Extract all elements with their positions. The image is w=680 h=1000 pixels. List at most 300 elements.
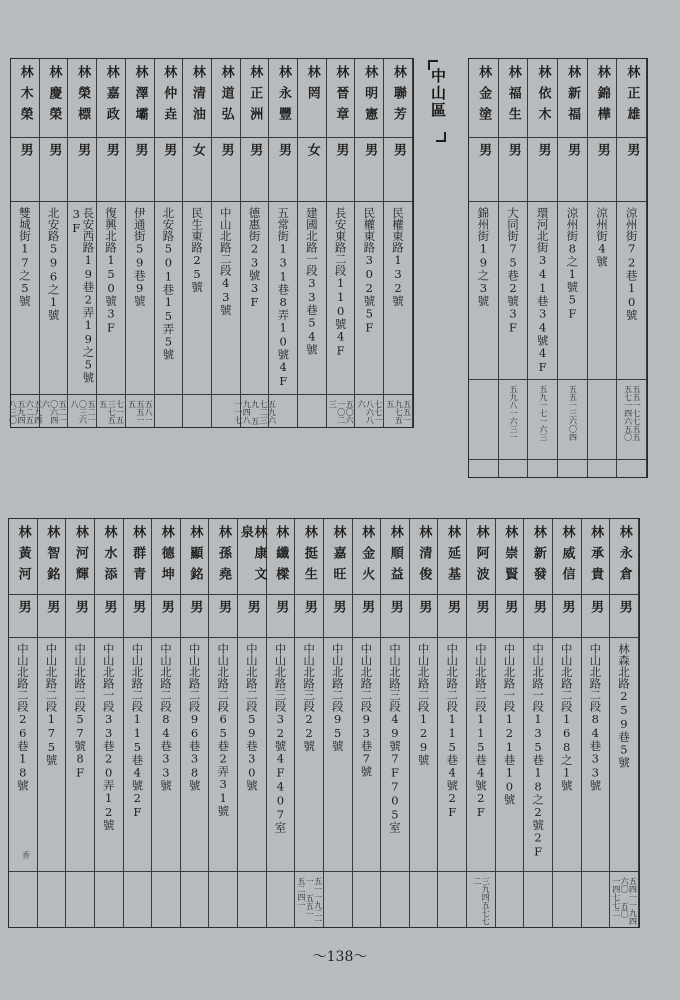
- entry-sex-cell: [238, 600, 266, 635]
- entry-address: 錦州街19之3號: [476, 207, 491, 307]
- entry-name: 林康文泉: [237, 525, 267, 588]
- entry-sex-cell: [410, 600, 438, 635]
- entry-phone-cell: [558, 385, 587, 457]
- entry-address: 中山北路二段96巷38號: [187, 643, 202, 791]
- entry-address-cell: [469, 207, 498, 377]
- directory-entry: [355, 59, 384, 427]
- directory-entry: [528, 59, 558, 477]
- entry-sex-cell: [381, 600, 409, 635]
- entry-sex-cell: [124, 600, 152, 635]
- entry-name-cell: [238, 525, 266, 592]
- entry-phone: 三九四五七七二: [472, 877, 491, 925]
- entry-phone: 五二一〇六四六: [41, 400, 68, 424]
- entry-phone: 五五一七七五五 五七一四六五〇: [623, 385, 641, 441]
- directory-entry: [298, 59, 327, 427]
- entry-sex-cell: [126, 143, 154, 199]
- entry-sex-cell: [241, 143, 269, 199]
- entry-sex-cell: [438, 600, 466, 635]
- entry-name: 林晉章: [333, 65, 349, 128]
- entry-address: 五常街131巷8弄10號4F: [276, 207, 291, 388]
- entry-phone-cell: [8, 400, 43, 425]
- entry-name-cell: [384, 65, 412, 135]
- entry-address-cell: [499, 207, 528, 377]
- entry-phone-cell: [467, 877, 495, 925]
- entry-name: 林聯芳: [390, 65, 406, 128]
- entry-address-cell: [410, 643, 438, 869]
- entry-name: 林黃河: [15, 525, 31, 588]
- entry-phone-cell: [181, 877, 209, 925]
- directory-entry: [8, 59, 43, 427]
- entry-address-cell: [295, 643, 323, 869]
- entry-address-cell: [209, 643, 237, 869]
- directory-entry: [269, 59, 298, 427]
- entry-name: 林阿波: [473, 525, 489, 588]
- bracket-close: [436, 132, 446, 142]
- entry-address: 民權東路302號5F: [362, 207, 377, 335]
- directory-entry: [95, 519, 124, 927]
- entry-sex: 男: [594, 143, 610, 157]
- entry-phone-cell: [384, 400, 412, 425]
- entry-name: 林永豐: [276, 65, 291, 128]
- entry-address: 中山北路二段115巷4號2F: [473, 643, 488, 819]
- entry-name: 林罔: [304, 65, 320, 107]
- directory-entry: [610, 519, 639, 927]
- entry-sex: 男: [359, 600, 375, 614]
- entry-phone-cell: [499, 385, 528, 457]
- directory-entry: [233, 59, 277, 427]
- entry-name-cell: [410, 525, 438, 592]
- entry-sex: 男: [333, 143, 349, 157]
- entry-address-cell: [298, 207, 326, 392]
- entry-sex: 男: [103, 143, 119, 157]
- entry-name-cell: [617, 65, 646, 135]
- entry-address-cell: [11, 207, 39, 392]
- entry-address-cell: [68, 207, 96, 392]
- entry-address-cell: [496, 643, 524, 869]
- entry-address: 中山北路二段115巷4號2F: [130, 643, 145, 819]
- entry-phone-cell: [355, 400, 383, 425]
- entry-sex: 男: [535, 143, 551, 157]
- entry-sex: 男: [273, 600, 289, 614]
- entry-phone-cell: [97, 400, 125, 425]
- directory-entry: [524, 519, 553, 927]
- entry-name-cell: [524, 525, 552, 592]
- entry-phone-cell: [410, 877, 438, 925]
- entry-address-cell: [524, 643, 552, 869]
- entry-name: 林順益: [387, 525, 403, 588]
- entry-address: 民權東路132號: [391, 207, 406, 307]
- entry-sex-cell: [267, 600, 295, 635]
- entry-phone: 五二一〇三六八: [70, 400, 96, 424]
- entry-sex: 男: [624, 143, 640, 157]
- entry-sex-cell: [68, 143, 96, 199]
- entry-name: 林孫堯: [216, 525, 231, 588]
- entry-name: 林清俊: [416, 525, 432, 588]
- entry-name: 林崇賢: [502, 525, 518, 588]
- directory-entry: [209, 519, 238, 927]
- directory-entry: [499, 59, 529, 477]
- directory-entry: [124, 519, 153, 927]
- directory-entry: [9, 519, 38, 927]
- entry-sex: 男: [390, 143, 406, 157]
- entry-name-cell: [269, 65, 297, 135]
- entry-phone-cell: [38, 877, 66, 925]
- entry-address: 中山北路二段59巷30號: [244, 643, 259, 791]
- entry-address: 環河北街341巷34號4F: [535, 207, 550, 374]
- entry-name-cell: [181, 525, 209, 592]
- directory-entry: [66, 519, 95, 927]
- entry-sex: 男: [301, 600, 317, 614]
- entry-address: 中山北路二段129號: [416, 643, 431, 766]
- directory-entry: [327, 59, 356, 427]
- entry-address-cell: [381, 643, 409, 869]
- entry-address: 中山北路一段33巷20弄12號: [101, 643, 116, 831]
- district-text: 中山區: [429, 68, 447, 119]
- entry-address-cell: [582, 643, 610, 869]
- entry-address-cell: [241, 207, 269, 392]
- entry-address-cell: [353, 643, 381, 869]
- entry-address-cell: [124, 643, 152, 869]
- entry-sex-cell: [469, 143, 498, 199]
- entry-address-cell: [384, 207, 412, 392]
- entry-sex: 男: [276, 143, 291, 157]
- entry-sex: 男: [46, 143, 62, 157]
- entry-address: 中山北路二段26巷18號: [15, 643, 30, 791]
- entry-name: 林新福: [565, 65, 581, 128]
- entry-phone-cell: [152, 877, 180, 925]
- entry-sex: 男: [161, 143, 177, 157]
- entry-name: 林道弘: [218, 65, 234, 128]
- directory-entry: [155, 59, 184, 427]
- entry-address: 中山北路三段22號: [302, 643, 317, 752]
- entry-address-cell: [267, 643, 295, 869]
- entry-sex: 男: [588, 600, 604, 614]
- entry-address-cell: [126, 207, 154, 392]
- entry-address-cell: [355, 207, 383, 392]
- entry-sex: 男: [72, 600, 88, 614]
- entry-phone-cell: [9, 877, 37, 925]
- entry-address-cell: [269, 207, 297, 392]
- entry-address-cell: [610, 643, 638, 869]
- entry-address: 民生東路25號: [190, 207, 205, 293]
- entry-sex-cell: [298, 143, 326, 199]
- entry-sex: 男: [247, 143, 263, 157]
- entry-phone-cell: [469, 385, 498, 457]
- district-label: [424, 60, 450, 142]
- entry-address: 涼州街72巷10號: [624, 207, 639, 321]
- entry-phone-cell: [66, 877, 94, 925]
- entry-sex: 男: [473, 600, 489, 614]
- entry-sex-cell: [582, 600, 610, 635]
- entry-name-cell: [558, 65, 587, 135]
- entry-name: 林錦樺: [594, 65, 610, 128]
- entry-name: 林榮標: [75, 65, 91, 128]
- entry-name-cell: [496, 525, 524, 592]
- entry-name-cell: [327, 65, 355, 135]
- page-number: ～138～: [312, 949, 368, 965]
- entry-name-cell: [324, 525, 352, 592]
- directory-entry: [353, 519, 382, 927]
- entry-sex-cell: [558, 143, 587, 199]
- entry-sex-cell: [9, 600, 37, 635]
- entry-phone: 五九四六二五 五九四八三〇: [8, 400, 43, 424]
- row-divider: [9, 594, 639, 595]
- directory-entry: [324, 519, 353, 927]
- entry-sex-cell: [40, 143, 68, 199]
- entry-name-cell: [183, 65, 211, 135]
- entry-address-cell: [183, 207, 211, 392]
- entry-phone-cell: [353, 877, 381, 925]
- row-divider: [469, 137, 647, 138]
- entry-address-cell: [553, 643, 581, 869]
- row-divider: [9, 637, 639, 638]
- row-divider: [469, 459, 647, 460]
- entry-phone: 五五一三六〇四: [568, 385, 578, 441]
- entry-address-cell: [40, 207, 68, 392]
- entry-sex-cell: [38, 600, 66, 635]
- directory-entry: [588, 59, 618, 477]
- entry-address: 長安西路19巷2弄19之5號3F: [69, 207, 96, 383]
- entry-phone-cell: [327, 400, 355, 425]
- entry-address-cell: [528, 207, 557, 377]
- entry-name: 林水添: [101, 525, 117, 588]
- entry-sex: 男: [44, 600, 60, 614]
- entry-sex-cell: [155, 143, 183, 199]
- entry-sex-cell: [269, 143, 297, 199]
- entry-phone: 五九一七一六三: [538, 385, 548, 441]
- table-bottom: [8, 518, 640, 928]
- entry-sex: 男: [616, 600, 632, 614]
- entry-name: 林金火: [359, 525, 375, 588]
- entry-phone-cell: [40, 400, 68, 425]
- entry-address-cell: [588, 207, 617, 377]
- entry-sex: 男: [187, 600, 203, 614]
- entry-address: 中山北路二段65巷2弄31號: [216, 643, 231, 817]
- entry-sex: 男: [17, 143, 33, 157]
- entry-name-cell: [610, 525, 638, 592]
- entry-address: 中山北路一段135巷18之2號2F: [531, 643, 546, 859]
- entry-sex-cell: [152, 600, 180, 635]
- entry-phone-cell: [298, 400, 326, 425]
- table-top-right: [468, 58, 648, 478]
- entry-sex-cell: [95, 600, 123, 635]
- entry-address: 中山北路三段49號7F705室: [387, 643, 402, 833]
- entry-address-cell: [324, 643, 352, 869]
- entry-name: 林明憲: [362, 65, 378, 128]
- entry-address: 中山北路一段121巷10號: [502, 643, 517, 805]
- entry-sex-cell: [11, 143, 39, 199]
- entry-sex: 男: [158, 600, 174, 614]
- entry-name: 林威信: [559, 525, 575, 588]
- entry-sex-cell: [496, 600, 524, 635]
- entry-name-cell: [553, 525, 581, 592]
- entry-address: 中山北路二段43號: [218, 207, 233, 316]
- row-divider: [469, 379, 647, 380]
- entry-name-cell: [528, 65, 557, 135]
- entry-sex-cell: [327, 143, 355, 199]
- directory-entry: [97, 59, 126, 427]
- entry-name-cell: [469, 65, 498, 135]
- entry-phone-cell: [381, 877, 409, 925]
- entry-phone-cell: [324, 877, 352, 925]
- entry-name: 林顯銘: [187, 525, 203, 588]
- entry-address: 中山北路二段168之1號: [559, 643, 574, 791]
- entry-address: 中山北路二段95號: [330, 643, 345, 752]
- directory-entry: [558, 59, 588, 477]
- entry-name-cell: [381, 525, 409, 592]
- entry-name: 林智銘: [44, 525, 60, 588]
- entry-phone-cell: [610, 877, 638, 925]
- entry-phone-cell: [496, 877, 524, 925]
- entry-name-cell: [353, 525, 381, 592]
- row-divider: [11, 394, 413, 395]
- row-divider: [11, 201, 413, 202]
- entry-address: 中山北路二段93巷7號: [359, 643, 374, 777]
- entry-sex: 男: [101, 600, 117, 614]
- entry-phone-cell: [438, 877, 466, 925]
- entry-sex: 男: [416, 600, 432, 614]
- entry-name-cell: [95, 525, 123, 592]
- entry-address-cell: [438, 643, 466, 869]
- entry-name-cell: [467, 525, 495, 592]
- entry-phone: 五一一九二一一 五五一五二四一: [296, 877, 323, 925]
- entry-name-cell: [126, 65, 154, 135]
- entry-name: 林永倉: [616, 525, 632, 588]
- entry-name-cell: [212, 65, 240, 135]
- entry-address-cell: [181, 643, 209, 869]
- entry-address: 大同街75巷2號3F: [506, 207, 521, 335]
- entry-address: 中山北路二段115巷4號2F: [445, 643, 460, 819]
- entry-phone-cell: [238, 877, 266, 925]
- entry-sex: 男: [15, 600, 31, 614]
- entry-phone-cell: [68, 400, 96, 425]
- entry-name: 林德坤: [158, 525, 174, 588]
- entry-name: 林木榮: [17, 65, 33, 128]
- entry-address: 雙城街17之5號: [17, 207, 32, 307]
- entry-address: 建國北路一段33巷54號: [304, 207, 319, 355]
- entry-sex-cell: [209, 600, 237, 635]
- directory-entry: [496, 519, 525, 927]
- entry-sex-cell: [355, 143, 383, 199]
- entry-sex: 男: [362, 143, 378, 157]
- entry-sex: 女: [189, 143, 205, 157]
- entry-name: 林河輝: [72, 525, 88, 588]
- entry-address: 北安路501巷15弄5號: [161, 207, 176, 360]
- entry-address: 長安東路二段110號4F: [333, 207, 348, 358]
- entry-name: 林依木: [535, 65, 551, 128]
- entry-name-cell: [438, 525, 466, 592]
- entry-phone-cell: [295, 877, 323, 925]
- entry-name: 林福生: [505, 65, 521, 128]
- entry-name-cell: [66, 525, 94, 592]
- entry-phone: 五九八一六三一: [509, 385, 519, 441]
- entry-phone: 五〇六一〇二三: [328, 400, 355, 424]
- entry-phone: 五四一一九四六〇 五〇一四七七二: [611, 877, 638, 925]
- entry-name-cell: [155, 65, 183, 135]
- entry-phone: 五五一九七五五: [385, 400, 412, 424]
- entry-phone-cell: [528, 385, 557, 457]
- entry-address-cell: [152, 643, 180, 869]
- entry-name-cell: [298, 65, 326, 135]
- entry-address-cell: [238, 643, 266, 869]
- entry-sex-cell: [97, 143, 125, 199]
- entry-name: 林挺生: [301, 525, 317, 588]
- entry-address: 德惠街23號3F: [247, 207, 262, 309]
- entry-address-cell: [558, 207, 587, 377]
- entry-sex-cell: [212, 143, 240, 199]
- entry-sex: 男: [530, 600, 546, 614]
- entry-sex-cell: [617, 143, 646, 199]
- entry-name-cell: [588, 65, 617, 135]
- entry-name-cell: [499, 65, 528, 135]
- directory-entry: [467, 519, 496, 927]
- entry-address-cell: [66, 643, 94, 869]
- entry-sex: 男: [75, 143, 91, 157]
- entry-name-cell: [38, 525, 66, 592]
- entry-name: 林新發: [530, 525, 546, 588]
- entry-address-cell: [467, 643, 495, 869]
- directory-entry: [381, 519, 410, 927]
- entry-name-cell: [295, 525, 323, 592]
- directory-entry: [582, 519, 611, 927]
- entry-address-cell: [155, 207, 183, 392]
- entry-sex: 男: [330, 600, 346, 614]
- entry-name: 林正洲: [247, 65, 263, 128]
- entry-sex: 男: [445, 600, 460, 614]
- entry-sex-cell: [467, 600, 495, 635]
- entry-address: 復興北路150號3F: [103, 207, 118, 335]
- row-divider: [11, 137, 413, 138]
- entry-address: 伊通街59巷9號: [132, 207, 147, 307]
- entry-name-cell: [11, 65, 39, 135]
- entry-sex-cell: [528, 143, 557, 199]
- entry-phone-cell: [233, 400, 277, 425]
- entry-sex: 男: [565, 143, 581, 157]
- entry-name: 林嘉政: [103, 65, 119, 128]
- entry-address: 涼州街4號: [594, 207, 609, 267]
- directory-entry: [40, 59, 69, 427]
- entry-address: 林森北路259巷5號: [616, 643, 631, 768]
- row-divider: [9, 871, 639, 872]
- entry-name-cell: [124, 525, 152, 592]
- entry-phone: 五九六七二三九 五九四八一一七: [233, 400, 277, 425]
- directory-entry: [553, 519, 582, 927]
- entry-address-cell: [95, 643, 123, 869]
- entry-address-cell: [212, 207, 240, 392]
- entry-sex-cell: [324, 600, 352, 635]
- entry-sex-cell: [353, 600, 381, 635]
- entry-sex: 男: [244, 600, 260, 614]
- entry-phone: 五八一五五一五: [127, 400, 154, 424]
- entry-address-cell: [9, 643, 37, 869]
- entry-sex-cell: [553, 600, 581, 635]
- directory-entry: [617, 59, 647, 477]
- entry-name-cell: [9, 525, 37, 592]
- directory-entry: [469, 59, 499, 477]
- entry-phone: 七一五三七五五: [98, 400, 125, 424]
- entry-sex-cell: [499, 143, 528, 199]
- entry-sex: 男: [132, 143, 148, 157]
- directory-entry: [126, 59, 155, 427]
- directory-entry: [181, 519, 210, 927]
- entry-address-cell: [327, 207, 355, 392]
- entry-name: 林延基: [445, 525, 460, 588]
- entry-name: 林纖樑: [273, 525, 289, 588]
- directory-entry: [238, 519, 267, 927]
- directory-entry: [38, 519, 67, 927]
- directory-entry: [152, 519, 181, 927]
- entry-sex: 男: [505, 143, 521, 157]
